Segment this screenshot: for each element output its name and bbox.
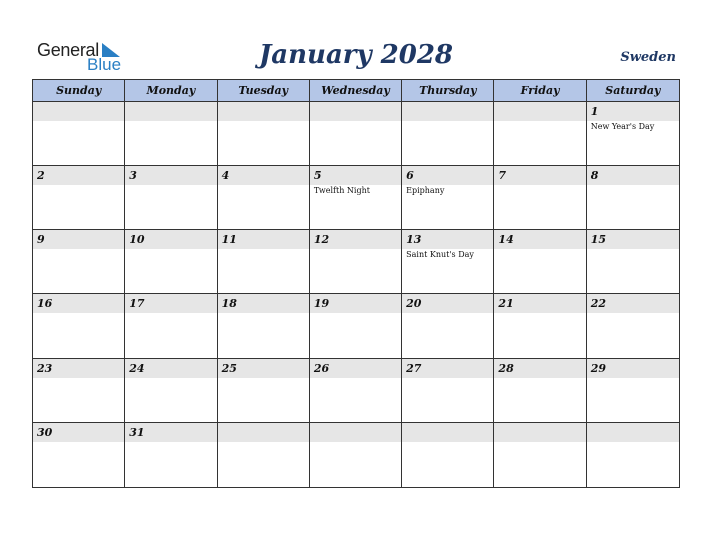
weekday-header-friday: Friday [494,80,586,102]
day-cell [402,230,494,294]
day-number-band [310,102,401,121]
day-number: 1 [590,105,599,118]
day-number: 14 [498,233,514,247]
weekday-header-saturday: Saturday [587,80,679,102]
day-cell [125,166,217,230]
day-cell [33,102,125,166]
calendar-grid [32,79,680,488]
day-number-band [402,166,493,185]
day-number-band [218,423,309,442]
day-number: 9 [37,233,45,247]
day-number: 8 [590,169,599,183]
holiday-label: New Year's Day [590,122,655,131]
day-number: 22 [590,297,607,311]
weekday-header-wednesday: Wednesday [310,80,402,102]
day-cell [402,423,494,487]
holiday-label: Twelfth Night [313,186,370,196]
day-cell [125,102,217,166]
day-cell [494,166,586,230]
day-number-band [310,423,401,442]
day-number-band [587,423,679,442]
day-number-band [33,102,124,121]
day-cell [587,166,679,230]
day-number: 19 [313,297,330,311]
day-number: 13 [406,233,422,247]
day-cell [310,294,402,358]
day-number-band [33,230,124,249]
day-cell [494,359,586,423]
day-cell [402,102,494,166]
day-number: 7 [498,169,507,183]
day-cell [218,294,310,358]
day-number: 29 [590,361,607,375]
day-number: 27 [406,361,422,375]
day-cell [218,423,310,487]
day-cell [310,230,402,294]
day-number: 28 [498,361,514,375]
day-cell [218,166,310,230]
day-cell [33,294,125,358]
day-number: 3 [129,169,137,183]
day-cell [310,423,402,487]
day-number: 24 [129,361,145,375]
day-number: 5 [313,169,322,183]
day-number-band [402,102,493,121]
day-cell [587,102,679,166]
logo-word-blue: Blue [87,55,122,74]
day-cell [587,294,679,358]
day-number-band [494,166,585,185]
day-cell [125,230,217,294]
day-number: 23 [37,361,53,375]
day-number: 18 [221,297,237,311]
country-label: Sweden [620,50,676,65]
day-cell [587,359,679,423]
day-cell [310,359,402,423]
weekday-header-sunday: Sunday [33,80,125,102]
day-number: 20 [406,297,422,311]
day-number-band [494,423,585,442]
day-cell [310,102,402,166]
weekday-header-monday: Monday [125,80,217,102]
day-number: 17 [129,297,145,311]
holiday-label: Saint Knut's Day [406,250,474,260]
day-number: 4 [221,169,230,183]
weekday-header-thursday: Thursday [402,80,494,102]
day-number-band [218,166,309,185]
day-cell [494,230,586,294]
day-number-band [33,166,124,185]
day-number: 2 [37,169,45,183]
day-number-band [310,166,401,185]
day-number-band [587,166,679,185]
day-cell [125,423,217,487]
day-cell [218,359,310,423]
logo-word-general: General [37,40,99,60]
day-number-band [218,102,309,121]
day-cell [587,423,679,487]
day-cell [402,166,494,230]
day-number: 21 [498,297,514,311]
day-number: 10 [129,233,145,247]
day-number-band [125,102,216,121]
day-number-band [125,166,216,185]
day-number-band [402,423,493,442]
day-cell [402,359,494,423]
day-number: 26 [313,361,330,375]
day-number: 31 [129,425,145,439]
day-cell [494,294,586,358]
day-cell [33,230,125,294]
day-cell [494,423,586,487]
weekday-header-tuesday: Tuesday [218,80,310,102]
day-cell [494,102,586,166]
holiday-label: Epiphany [406,186,445,196]
day-number: 11 [221,233,237,247]
day-number-band [494,102,585,121]
day-cell [125,359,217,423]
day-cell [33,359,125,423]
day-cell [33,423,125,487]
day-cell [218,102,310,166]
day-cell [218,230,310,294]
day-cell [125,294,217,358]
day-number: 25 [221,361,237,375]
day-cell [310,166,402,230]
day-cell [402,294,494,358]
day-number: 16 [37,297,53,311]
day-number: 6 [406,169,414,183]
page-title: January 2028 [258,40,454,70]
day-number-band [587,102,679,121]
day-number: 12 [313,233,330,247]
day-cell [33,166,125,230]
day-cell [587,230,679,294]
day-number: 30 [37,425,53,439]
day-number: 15 [590,233,607,247]
